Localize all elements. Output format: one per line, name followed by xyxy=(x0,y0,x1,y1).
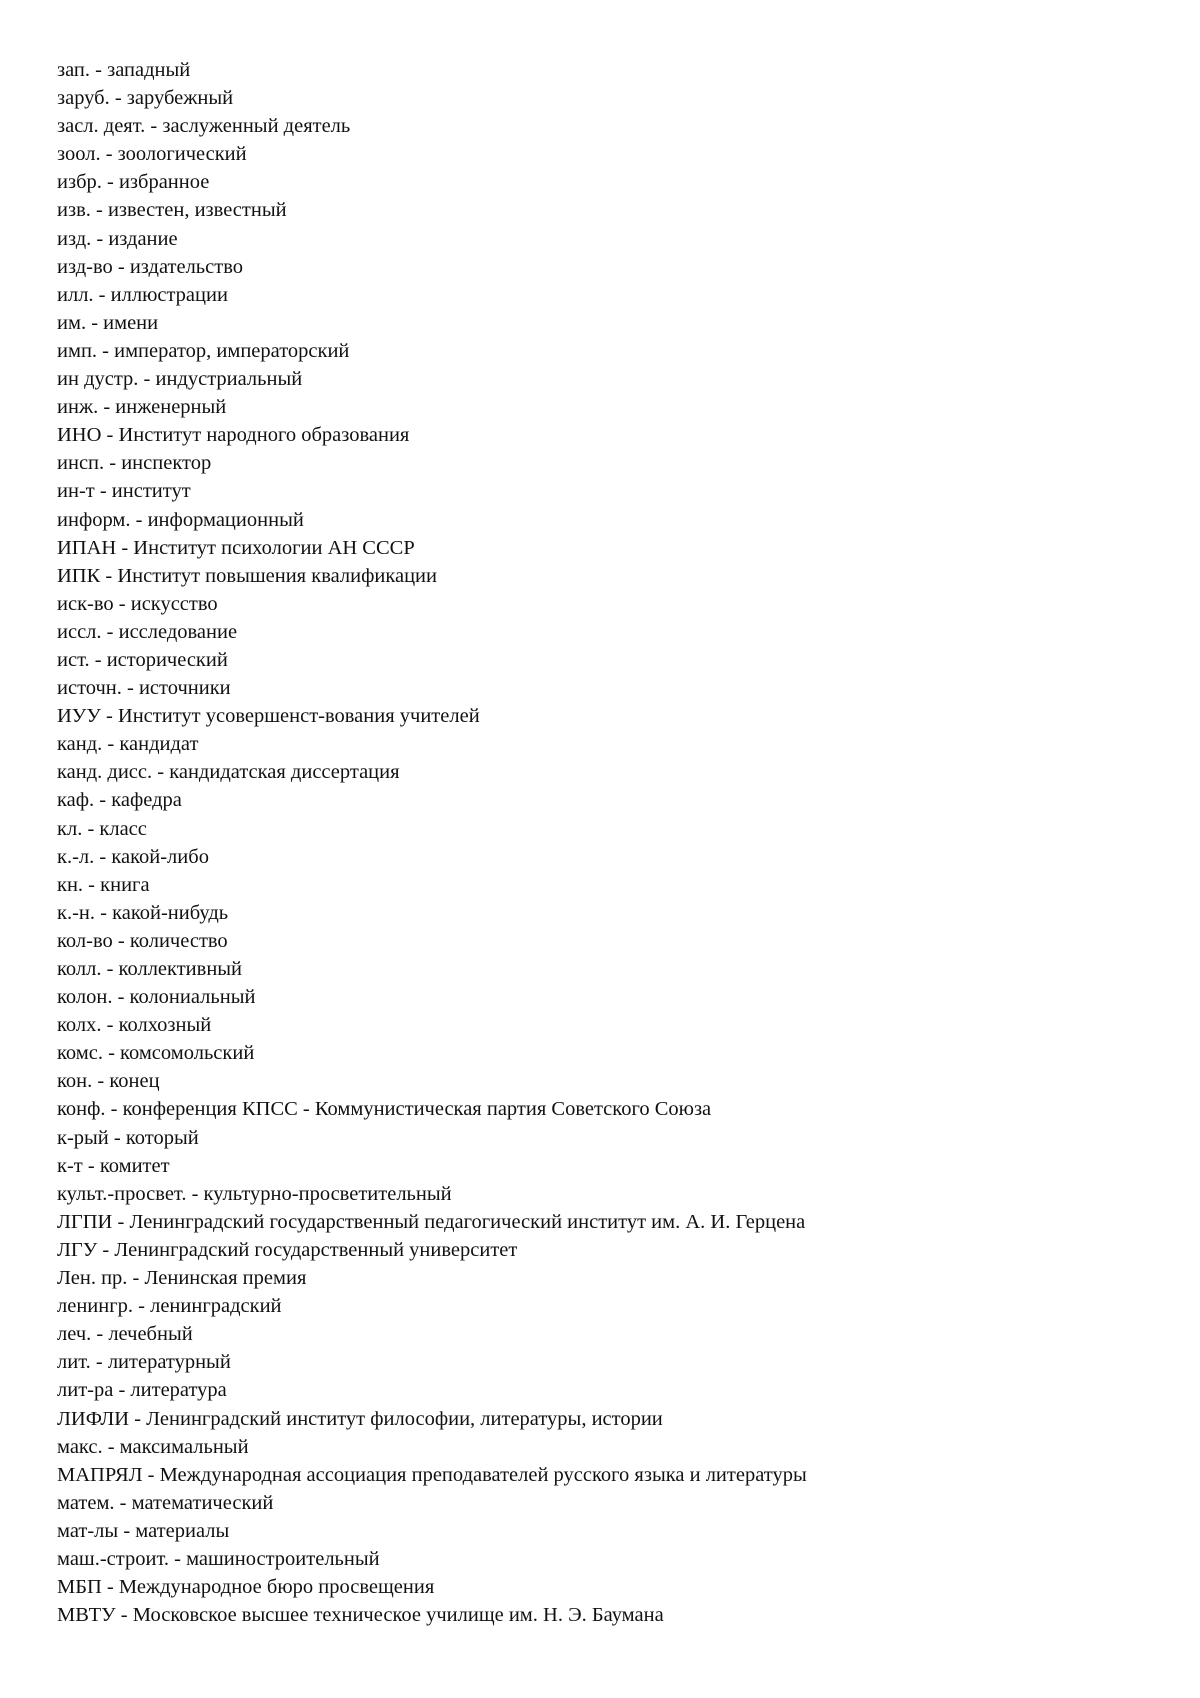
list-item: ин-т - институт xyxy=(57,480,191,503)
list-item: ин дустр. - индустриальный xyxy=(57,368,303,391)
list-item: иссл. - исследование xyxy=(57,620,238,643)
list-item: кол-во - количество xyxy=(57,929,228,952)
list-item: избр. - избранное xyxy=(57,171,210,194)
list-item: лит-ра - литература xyxy=(57,1379,227,1402)
list-item: к-рый - который xyxy=(57,1126,199,1149)
list-item: к-т - комитет xyxy=(57,1154,170,1177)
list-item: иск-во - искусство xyxy=(57,592,218,615)
list-item: макс. - максимальный xyxy=(57,1435,249,1458)
list-item: им. - имени xyxy=(57,311,159,334)
list-item: кл. - класс xyxy=(57,817,147,840)
list-item: конф. - конференция КПСС - Коммунистическая партия Советского Союза xyxy=(57,1098,712,1121)
list-item: к.-н. - какой-нибудь xyxy=(57,901,229,924)
list-item: кн. - книга xyxy=(57,873,150,896)
list-item: ЛГПИ - Ленинградский государственный педагогический институт им. А. И. Герцена xyxy=(57,1210,806,1233)
list-item: ист. - исторический xyxy=(57,648,228,671)
list-item: инсп. - инспектор xyxy=(57,452,212,475)
list-item: МАПРЯЛ - Международная ассоциация преподавателей русского языка и литературы xyxy=(57,1463,807,1486)
list-item: к.-л. - какой-либо xyxy=(57,845,209,868)
list-item: леч. - лечебный xyxy=(57,1323,193,1346)
list-item: матем. - математический xyxy=(57,1491,274,1514)
list-item: мат-лы - материалы xyxy=(57,1519,230,1542)
list-item: кон. - конец xyxy=(57,1070,160,1093)
list-item: канд. дисс. - кандидатская диссертация xyxy=(57,761,400,784)
list-item: изв. - известен, известный xyxy=(57,199,287,222)
list-item: ИУУ - Институт усовершенст-вования учителей xyxy=(57,705,480,728)
list-item: илл. - иллюстрации xyxy=(57,283,228,306)
list-item: изд-во - издательство xyxy=(57,255,244,278)
list-item: инж. - инженерный xyxy=(57,396,227,419)
list-item: изд. - издание xyxy=(57,227,178,250)
list-item: заруб. - зарубежный xyxy=(57,87,234,110)
abbreviation-list xyxy=(57,56,807,1629)
list-item: МВТУ - Московское высшее техническое училище им. Н. Э. Баумана xyxy=(57,1604,664,1627)
list-item: Лен. пр. - Ленинская премия xyxy=(57,1267,307,1290)
list-item: имп. - император, императорский xyxy=(57,339,350,362)
list-item: ИНО - Институт народного образования xyxy=(57,424,410,447)
list-item: колх. - колхозный xyxy=(57,1014,212,1037)
list-item: каф. - кафедра xyxy=(57,789,182,812)
list-item: маш.-строит. - машиностроительный xyxy=(57,1547,380,1570)
list-item: ИПАН - Институт психологии АН СССР xyxy=(57,536,415,559)
list-item: засл. деят. - заслуженный деятель xyxy=(57,115,351,138)
list-item: ИПК - Институт повышения квалификации xyxy=(57,564,438,587)
list-item: источн. - источники xyxy=(57,677,231,700)
list-item: ЛГУ - Ленинградский государственный университет xyxy=(57,1238,518,1261)
list-item: информ. - информационный xyxy=(57,508,304,531)
list-item: колон. - колониальный xyxy=(57,986,256,1009)
list-item: канд. - кандидат xyxy=(57,733,199,756)
list-item: лит. - литературный xyxy=(57,1351,231,1374)
list-item: ЛИФЛИ - Ленинградский институт философии, литературы, истории xyxy=(57,1407,663,1430)
list-item: колл. - коллективный xyxy=(57,958,243,980)
list-item: культ.-просвет. - культурно-просветительный xyxy=(57,1182,452,1205)
list-item: зап. - западный xyxy=(57,59,191,81)
list-item: зоол. - зоологический xyxy=(57,143,247,166)
list-item: ленингр. - ленинградский xyxy=(57,1295,282,1318)
list-item: МБП - Международное бюро просвещения xyxy=(57,1576,435,1599)
list-item: комс. - комсомольский xyxy=(57,1042,255,1065)
